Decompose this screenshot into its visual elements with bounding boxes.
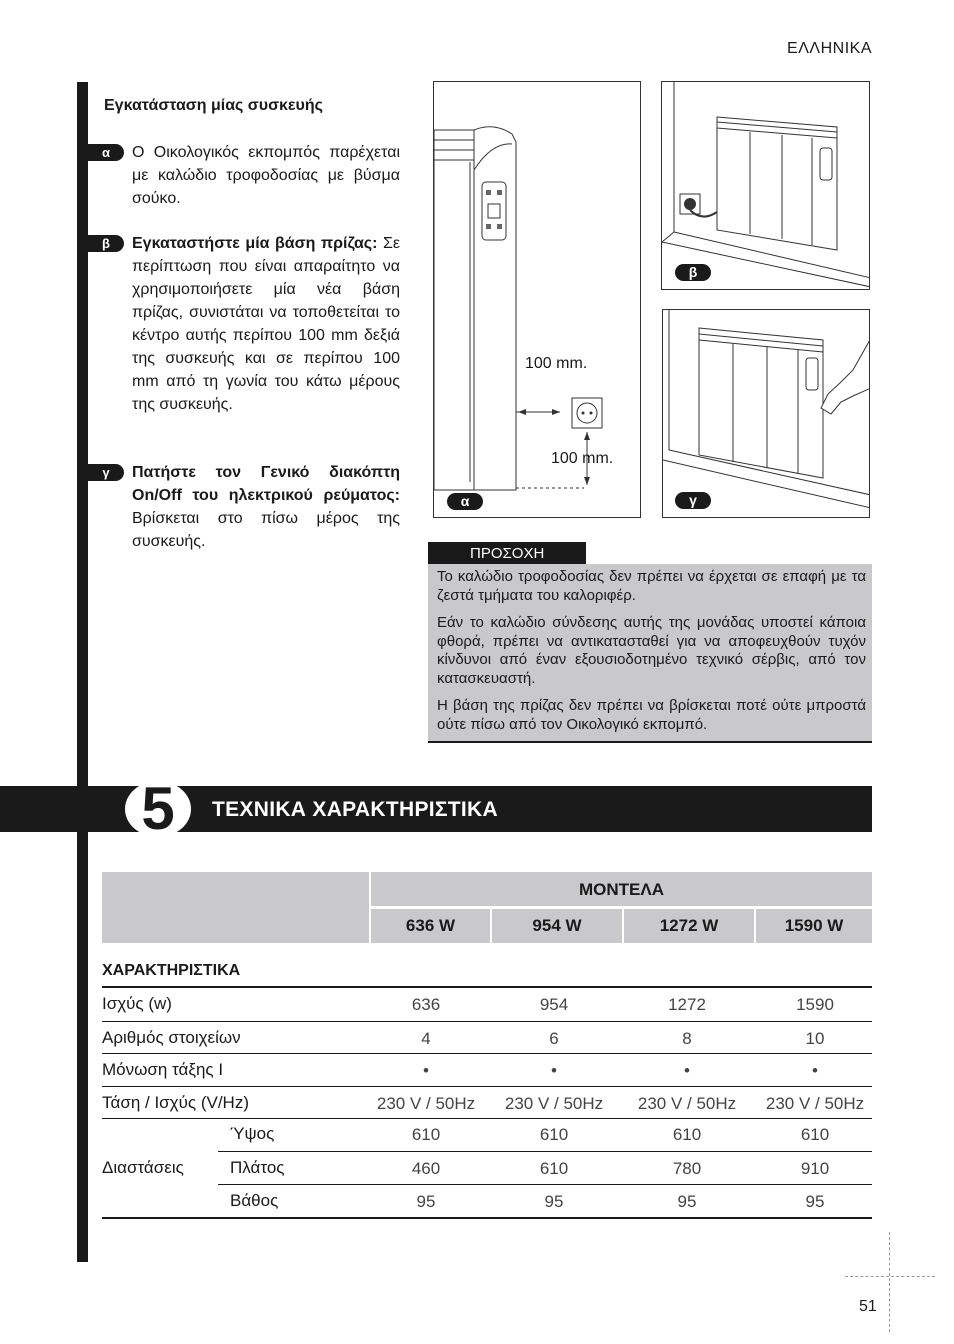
cell-value: 95 bbox=[677, 1192, 697, 1211]
caution-paragraph: Το καλώδιο τροφοδοσίας δεν πρέπει να έρχεται σε επαφή με τα ζεστά τμήματα του καλοριφέρ. bbox=[437, 568, 866, 604]
step-marker: γ bbox=[88, 464, 124, 481]
figure-beta bbox=[661, 81, 870, 290]
step-text: Εγκαταστήστε μία βάση πρίζας: Σε περίπτωση που είναι απαραίτητο να χρησιμοποιήσετε μία νέα βάση πρίζας, συνιστάται να τοποθετείται το κέντρο αυτής περίπου 100 mm δεξιά της συσκευής και σε περίπου 100 mm από τη γωνία του κάτω μέρους της συσκευής. bbox=[132, 235, 401, 413]
side-bar bbox=[77, 82, 88, 1262]
crop-mark bbox=[889, 1232, 890, 1332]
step-marker: α bbox=[88, 144, 124, 161]
step-text: Πατήστε τον Γενικό διακόπτη On/Off του ηλεκτρικού ρεύματος: Βρίσκεται στο πίσω μέρος της συσκευής. bbox=[132, 464, 400, 550]
figure-tag: β bbox=[675, 264, 711, 281]
step-marker: β bbox=[88, 235, 124, 252]
cell-value: 1590 bbox=[796, 995, 834, 1014]
dimension-label: 100 mm. bbox=[551, 450, 614, 467]
cell-value: 10 bbox=[805, 1029, 825, 1048]
dimensions-label: Διαστάσεις bbox=[102, 1158, 184, 1177]
cell-value: 910 bbox=[800, 1159, 830, 1178]
radiator-plug-illustration bbox=[662, 82, 870, 290]
figure-gamma bbox=[662, 309, 870, 518]
header-blank-cell bbox=[102, 872, 369, 943]
row-label: Αριθμός στοιχείων bbox=[102, 1028, 241, 1047]
row-label: Ισχύς (w) bbox=[102, 994, 172, 1013]
model-header: 1590 W bbox=[756, 909, 872, 943]
table-row bbox=[218, 1151, 872, 1184]
model-header: 1272 W bbox=[624, 909, 754, 943]
step-alpha bbox=[88, 141, 400, 210]
cell-value: 610 bbox=[411, 1125, 441, 1144]
table-row bbox=[102, 1053, 872, 1085]
row-label: Μόνωση τάξης I bbox=[102, 1060, 224, 1079]
row-label: Ύψος bbox=[230, 1124, 275, 1143]
features-title: ΧΑΡΑΚΤΗΡΙΣΤΙΚΑ bbox=[102, 962, 241, 979]
caution-box bbox=[428, 542, 872, 743]
cell-value: 6 bbox=[549, 1029, 559, 1048]
language-label: ΕΛΛΗΝΙΚΑ bbox=[787, 40, 872, 57]
section-number: 5 bbox=[141, 775, 175, 842]
table-row bbox=[218, 1118, 872, 1151]
figure-alpha bbox=[433, 81, 641, 518]
cell-value: 636 bbox=[411, 995, 441, 1014]
radiator-switch-illustration bbox=[663, 310, 870, 518]
figure-tag: γ bbox=[675, 492, 711, 509]
model-header: 636 W bbox=[371, 909, 490, 943]
model-header: 954 W bbox=[492, 909, 622, 943]
cell-value: 230 V / 50Hz bbox=[376, 1094, 476, 1113]
cell-value: • bbox=[812, 1061, 818, 1080]
step-beta bbox=[88, 232, 400, 416]
caution-body bbox=[428, 564, 872, 743]
dimension-label: 100 mm. bbox=[525, 355, 588, 372]
row-label: Βάθος bbox=[230, 1191, 279, 1210]
cell-value: 95 bbox=[805, 1192, 825, 1211]
cell-value: 610 bbox=[539, 1159, 569, 1178]
section-title: ΤΕΧΝΙΚΑ ΧΑΡΑΚΤΗΡΙΣΤΙΚΑ bbox=[212, 798, 498, 821]
page-number: 51 bbox=[859, 1298, 877, 1315]
cell-value: 95 bbox=[544, 1192, 564, 1211]
figure-tag: α bbox=[447, 493, 483, 510]
crop-mark bbox=[845, 1276, 935, 1277]
cell-value: • bbox=[423, 1061, 429, 1080]
caution-paragraph: Η βάση της πρίζας δεν πρέπει να βρίσκεται ποτέ ούτε μπροστά ούτε πίσω από τον Οικολογικό εκπομπό. bbox=[437, 697, 866, 733]
cell-value: 230 V / 50Hz bbox=[765, 1094, 865, 1113]
caution-paragraph: Εάν το καλώδιο σύνδεσης αυτής της μονάδας υποστεί κάποια φθορά, πρέπει να αντικατασταθεί για να αποφευχθούν τυχόν κίνδυνοι από έναν εξουσιοδοτημένο τεχνικό σέρβις, από τον κατασκευαστή. bbox=[437, 614, 866, 687]
caution-title: ΠΡΟΣΟΧΗ bbox=[428, 542, 586, 564]
cell-value: 230 V / 50Hz bbox=[504, 1094, 604, 1113]
cell-value: 610 bbox=[800, 1125, 830, 1144]
cell-value: 1272 bbox=[668, 995, 706, 1014]
step-gamma bbox=[88, 461, 400, 553]
cell-value: 95 bbox=[416, 1192, 436, 1211]
cell-value: 780 bbox=[672, 1159, 702, 1178]
step-text: Ο Οικολογικός εκπομπός παρέχεται με καλώδιο τροφοδοσίας με βύσμα σούκο. bbox=[132, 144, 400, 207]
row-label: Τάση / Ισχύς (V/Hz) bbox=[102, 1093, 249, 1112]
cell-value: 4 bbox=[421, 1029, 431, 1048]
table-row bbox=[102, 986, 872, 1018]
cell-value: 8 bbox=[682, 1029, 692, 1048]
cell-value: 460 bbox=[411, 1159, 441, 1178]
section-header bbox=[0, 775, 872, 842]
table-row bbox=[102, 1021, 872, 1053]
models-header: ΜΟΝΤΕΛΑ bbox=[371, 872, 872, 906]
table-row bbox=[218, 1184, 872, 1217]
cell-value: 230 V / 50Hz bbox=[637, 1094, 737, 1113]
cell-value: 954 bbox=[539, 995, 569, 1014]
cell-value: 610 bbox=[672, 1125, 702, 1144]
row-label: Πλάτος bbox=[230, 1158, 285, 1177]
install-title: Εγκατάσταση μίας συσκευής bbox=[104, 97, 323, 114]
cell-value: • bbox=[551, 1061, 557, 1080]
table-bottom-rule bbox=[102, 1217, 872, 1219]
cell-value: 610 bbox=[539, 1125, 569, 1144]
table-row bbox=[102, 1086, 872, 1118]
cell-value: • bbox=[684, 1061, 690, 1080]
